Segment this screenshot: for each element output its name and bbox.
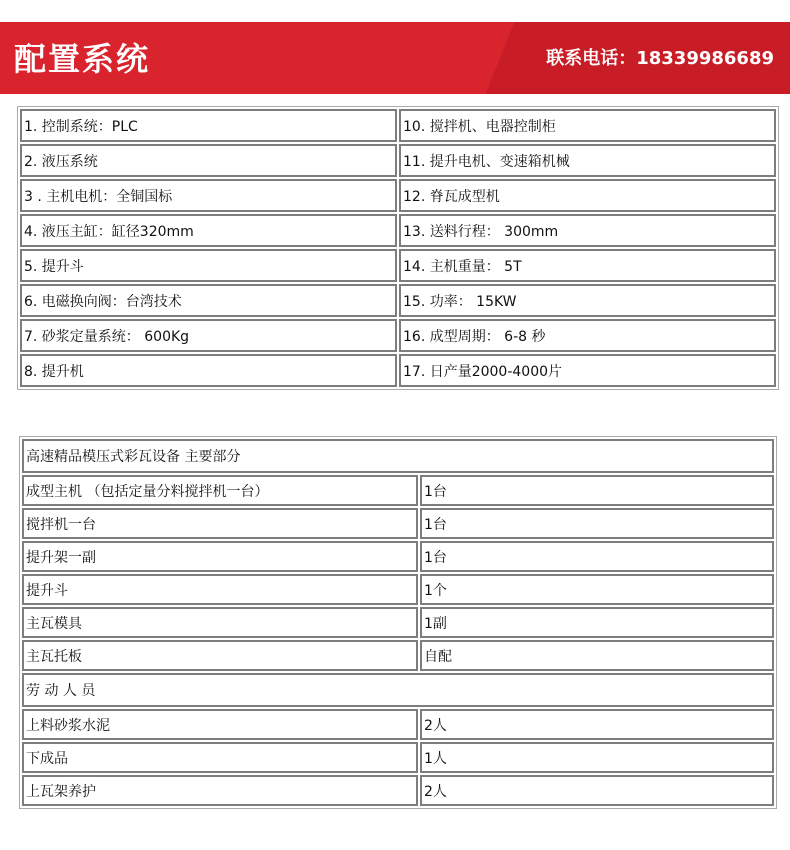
labor-task: 上瓦架养护 (22, 775, 418, 806)
spec-cell: 6. 电磁换向阀：台湾技术 (20, 284, 397, 317)
item-name: 成型主机 （包括定量分料搅拌机一台） (22, 475, 418, 506)
spec-cell: 1. 控制系统：PLC (20, 109, 397, 142)
table-row (22, 574, 774, 605)
table-row (22, 475, 774, 506)
labor-task: 上料砂浆水泥 (22, 709, 418, 740)
table-row (20, 109, 776, 142)
labor-count: 2人 (420, 709, 774, 740)
labor-heading: 劳 动 人 员 (22, 673, 774, 707)
table-row (20, 284, 776, 317)
item-name: 主瓦模具 (22, 607, 418, 638)
spec-cell: 5. 提升斗 (20, 249, 397, 282)
table-row (22, 775, 774, 806)
equipment-table (19, 436, 777, 809)
table-row (20, 214, 776, 247)
labor-count: 1人 (420, 742, 774, 773)
item-qty: 1副 (420, 607, 774, 638)
spec-cell: 2. 液压系统 (20, 144, 397, 177)
spec-cell: 3 . 主机电机：全铜国标 (20, 179, 397, 212)
item-qty: 1台 (420, 541, 774, 572)
table-row (22, 709, 774, 740)
table-row (20, 179, 776, 212)
table-row (20, 144, 776, 177)
labor-count: 2人 (420, 775, 774, 806)
table-row (20, 354, 776, 387)
spec-cell: 11. 提升电机、变速箱机械 (399, 144, 776, 177)
table-row (22, 541, 774, 572)
page-title: 配置系统 (14, 40, 151, 78)
spec-cell: 7. 砂浆定量系统： 600Kg (20, 319, 397, 352)
item-qty: 自配 (420, 640, 774, 671)
item-name: 搅拌机一台 (22, 508, 418, 539)
item-name: 提升斗 (22, 574, 418, 605)
contact-phone: 联系电话：18339986689 (546, 48, 774, 69)
table-row (20, 249, 776, 282)
spec-cell: 10. 搅拌机、电器控制柜 (399, 109, 776, 142)
table-row (22, 439, 774, 473)
spec-cell: 8. 提升机 (20, 354, 397, 387)
item-qty: 1个 (420, 574, 774, 605)
labor-task: 下成品 (22, 742, 418, 773)
spec-cell: 4. 液压主缸：缸径320mm (20, 214, 397, 247)
table-row (20, 319, 776, 352)
header-banner (0, 22, 790, 94)
item-name: 主瓦托板 (22, 640, 418, 671)
item-name: 提升架一副 (22, 541, 418, 572)
equipment-heading: 高速精品模压式彩瓦设备 主要部分 (22, 439, 774, 473)
spec-cell: 13. 送料行程： 300mm (399, 214, 776, 247)
item-qty: 1台 (420, 475, 774, 506)
table-row (22, 742, 774, 773)
table-row (22, 607, 774, 638)
table-row (22, 640, 774, 671)
spec-cell: 14. 主机重量： 5T (399, 249, 776, 282)
spec-cell: 12. 脊瓦成型机 (399, 179, 776, 212)
item-qty: 1台 (420, 508, 774, 539)
spec-cell: 17. 日产量2000-4000片 (399, 354, 776, 387)
table-row (22, 508, 774, 539)
spec-table (17, 106, 779, 390)
spec-cell: 16. 成型周期： 6-8 秒 (399, 319, 776, 352)
spec-cell: 15. 功率： 15KW (399, 284, 776, 317)
table-row (22, 673, 774, 707)
